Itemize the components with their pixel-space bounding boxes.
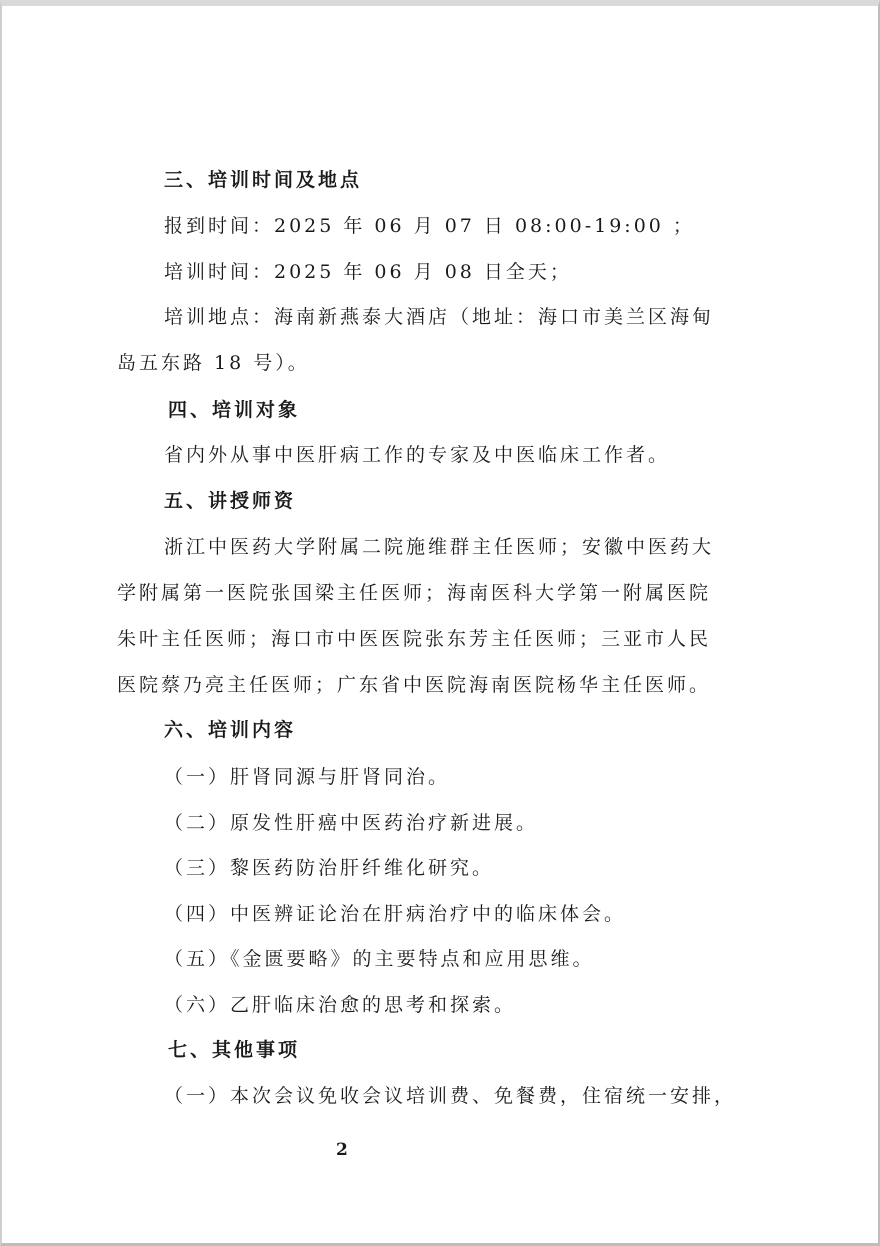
content-item-6: （六）乙肝临床治愈的思考和探索。	[164, 994, 517, 1016]
section-6-heading: 六、培训内容	[164, 719, 297, 741]
faculty-line-2: 学附属第一医院张国梁主任医师；海南医科大学第一附属医院	[117, 582, 712, 604]
content-item-1: （一）肝肾同源与肝肾同治。	[164, 766, 451, 788]
other-item-1: （一）本次会议免收会议培训费、免餐费，住宿统一安排，	[164, 1085, 737, 1107]
training-time-line: 培训时间：2025 年 06 月 08 日全天；	[164, 261, 572, 283]
content-item-3: （三）黎医药防治肝纤维化研究。	[164, 857, 495, 879]
section-7-heading: 七、其他事项	[168, 1039, 301, 1061]
section-3-heading: 三、培训时间及地点	[164, 169, 363, 191]
faculty-line-4: 医院蔡乃亮主任医师；广东省中医院海南医院杨华主任医师。	[117, 674, 712, 696]
faculty-line-3: 朱叶主任医师；海口市中医医院张东芳主任医师；三亚市人民	[117, 628, 712, 650]
content-item-5: （五）《金匮要略》的主要特点和应用思维。	[164, 948, 595, 970]
training-location-line-1: 培训地点：海南新燕泰大酒店（地址：海口市美兰区海甸	[164, 306, 715, 328]
section-4-heading: 四、培训对象	[168, 399, 301, 421]
training-location-line-2: 岛五东路 18 号）。	[117, 352, 310, 374]
report-time-line: 报到时间：2025 年 06 月 07 日 08:00-19:00 ；	[164, 215, 695, 237]
section-5-heading: 五、讲授师资	[164, 490, 297, 512]
content-item-2: （二）原发性肝癌中医药治疗新进展。	[164, 812, 539, 834]
faculty-line-1: 浙江中医药大学附属二院施维群主任医师；安徽中医药大	[164, 536, 715, 558]
page-number: 2	[336, 1140, 348, 1160]
target-audience-text: 省内外从事中医肝病工作的专家及中医临床工作者。	[164, 444, 671, 466]
content-item-4: （四）中医辨证论治在肝病治疗中的临床体会。	[164, 903, 627, 925]
